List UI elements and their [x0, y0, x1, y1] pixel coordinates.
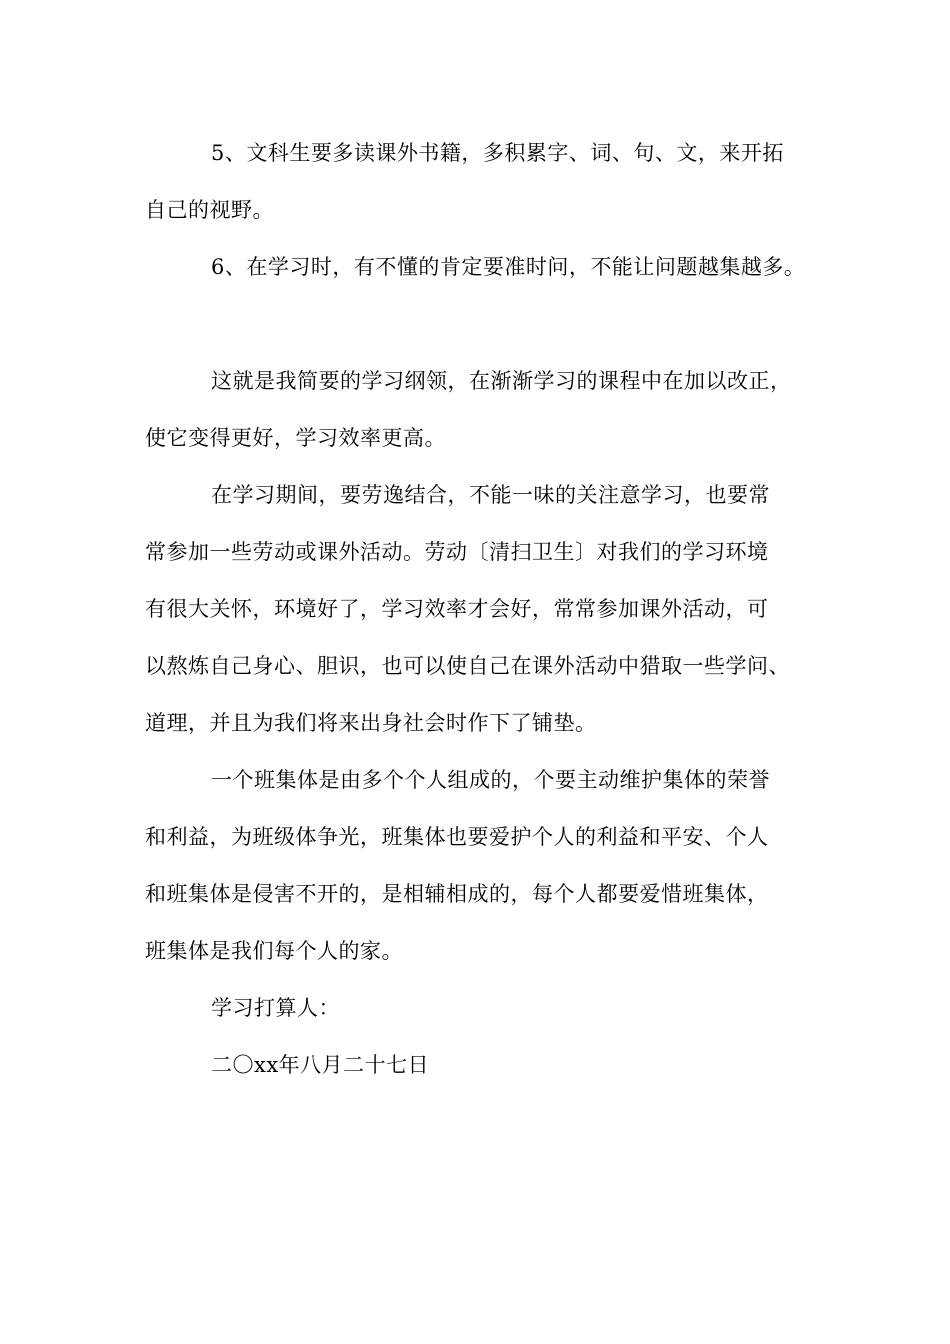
paragraph-line: 和利益，为班级体争光，班集体也要爱护个人的利益和平安、个人: [145, 825, 769, 849]
paragraph-line: 6、在学习时，有不懂的肯定要准时问，不能让问题越集越多。: [211, 255, 806, 279]
signature-label: 学习打算人：: [211, 996, 340, 1020]
paragraph-line: 这就是我简要的学习纲领，在渐渐学习的课程中在加以改正，: [211, 369, 792, 393]
paragraph-line: 使它变得更好，学习效率更高。: [145, 426, 446, 450]
paragraph-line: 在学习期间，要劳逸结合，不能一味的关注意学习，也要常: [211, 483, 770, 507]
date-line: 二〇xx年八月二十七日: [211, 1053, 430, 1077]
paragraph-line: 和班集体是侵害不开的，是相辅相成的，每个人都要爱惜班集体，: [145, 882, 769, 906]
paragraph-line: 以熬炼自己身心、胆识，也可以使自己在课外活动中猎取一些学问、: [145, 654, 790, 678]
paragraph-line: 有很大关怀，环境好了，学习效率才会好，常常参加课外活动，可: [145, 597, 769, 621]
paragraph-line: 自己的视野。: [145, 198, 274, 222]
paragraph-line: 常参加一些劳动或课外活动。劳动〔清扫卫生〕对我们的学习环境: [145, 540, 769, 564]
paragraph-line: 5、文科生要多读课外书籍，多积累字、词、句、文，来开拓: [211, 141, 784, 165]
paragraph-line: 一个班集体是由多个个人组成的，个要主动维护集体的荣誉: [211, 768, 770, 792]
paragraph-line: 班集体是我们每个人的家。: [145, 939, 403, 963]
paragraph-line: 道理，并且为我们将来出身社会时作下了铺垫。: [145, 711, 597, 735]
